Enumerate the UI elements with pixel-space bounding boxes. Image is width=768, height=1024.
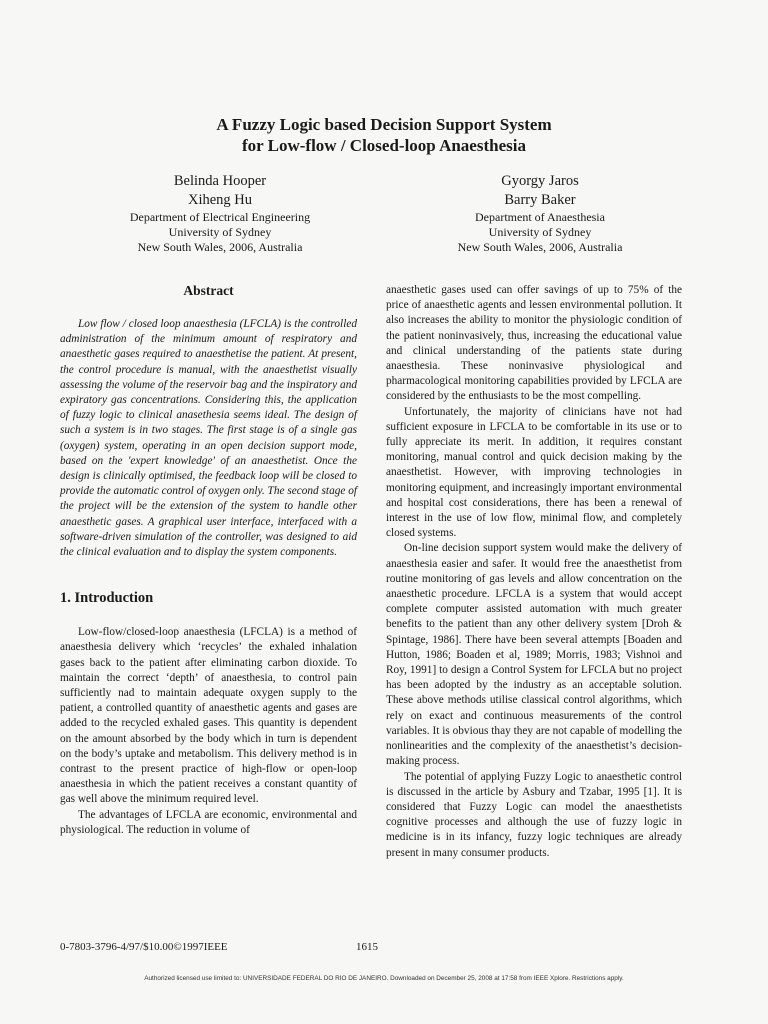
paper-title xyxy=(120,114,648,156)
body-paragraph: On-line decision support system would make the delivery of anaesthesia easier and safer. It would free the anaesthetist from routine monitoring of gas levels and allow concentration on the anaesthetic procedure. LFCLA is a system that would accept complete computer assisted automation with much greater benefits to the patient than any other delivery system [Droh & Spintage, 1986]. There have been several attempts [Boaden and Hutton, 1986; Boaden et al, 1989; Morris, 1983; Vishnoi and Roy, 1991] to design a Control System for LFCLA but no project has been adopted by the industry as an acceptable solution. These above methods utilise classical control algorithms, which rely on exact and continuous measurements of the control variables. It is obvious thay they are not capable of modelling the nonlinearities and the complexity of the anaesthetist’s decision-making process. xyxy=(386,542,682,768)
author-name: Belinda Hooper xyxy=(173,173,267,189)
abstract-text: Low flow / closed loop anaesthesia (LFCLA) is the controlled administration of the minimum amount of respiratory and anaesthetic gases required to anaesthetise the patient. At present, the control procedure is manual, with the anaesthetist visually assessing the volume of the reservoir bag and the inspiratory and expiratory gas concentrations. Considering this, the application of fuzzy logic to clinical anasethesia seems ideal. The design of such a system is in two stages. The first stage is of a single gas (oxygen) system, operating in an open decision support mode, based on the 'expert knowledge' of an anaesthetist. Once the design is clinically optimised, the feedback loop will be closed to provide the automatic control of oxygen only. The second stage of the project will be the extension of the system to handle other anaesthetic gases. A graphical user interface, interfaced with a software-driven simulation of the controller, was designed to aid the clinical evaluation and to display the system components. xyxy=(60,318,357,559)
author-department: Department of Electrical Engineering xyxy=(129,210,311,224)
abstract-heading: Abstract xyxy=(183,283,234,298)
body-paragraph: The potential of applying Fuzzy Logic to anaesthetic control is discussed in the article by Asbury and Tzabar, 1995 [1]. It is considered that Fuzzy Logic can model the anaesthetists cognitive processes and although the use of fuzzy logic in medicine is in its infancy, fuzzy logic techniques are already present in many consumer products. xyxy=(386,770,682,859)
author-name: Gyorgy Jaros xyxy=(501,173,579,189)
author-name: Xiheng Hu xyxy=(187,192,253,208)
left-column xyxy=(60,282,357,838)
intro-heading: 1. Introduction xyxy=(60,590,154,607)
intro-paragraph: The advantages of LFCLA are economic, environmental and physiological. The reduction in volume of xyxy=(60,808,357,836)
page-number: 1615 xyxy=(356,941,378,953)
author-university: University of Sydney xyxy=(168,225,272,239)
footer-copyright-code: 0-7803-3796-4/97/$10.00©1997IEEE xyxy=(60,941,228,953)
title-line-1: A Fuzzy Logic based Decision Support System xyxy=(216,115,552,134)
author-department: Department of Anaesthesia xyxy=(475,210,605,224)
author-name: Barry Baker xyxy=(504,192,576,208)
author-address: New South Wales, 2006, Australia xyxy=(457,240,623,254)
right-column xyxy=(386,283,682,861)
author-university: University of Sydney xyxy=(488,225,592,239)
author-block-right xyxy=(420,172,660,255)
body-paragraph: Unfortunately, the majority of clinicians have not had sufficient exposure in LFCLA to be comfortable in its use or to fully appreciate its merit. In addition, it requires constant monitoring, manual control and quick decision making by the anaesthetist. However, with improving technologies in monitoring equipment, and increasingly important environmental and hospital cost considerations, there has been a renewal of interest in the use of low flow, minimal flow, and completely closed systems. xyxy=(386,405,682,540)
title-line-2: for Low-flow / Closed-loop Anaesthesia xyxy=(242,136,526,155)
license-notice: Authorized licensed use limited to: UNIVERSIDADE FEDERAL DO RIO DE JANEIRO. Downloaded on December 25, 2008 at 17:58 from IEEE Xplore. Restrictions apply. xyxy=(144,975,624,982)
author-address: New South Wales, 2006, Australia xyxy=(137,240,303,254)
author-block-left xyxy=(100,172,340,255)
body-paragraph: anaesthetic gases used can offer savings of up to 75% of the price of anaesthetic agents and lessen environmental pollution. It also increases the ability to monitor the physiologic condition of the patient noninvasively, thus, increasing the educational value and clinical understanding of the patients state during anaesthesia. These noninvasive physiological and pharmacological monitoring capabilities provided by LFCLA are considered by the enthusiasts to be the most compelling. xyxy=(386,284,682,403)
intro-paragraph: Low-flow/closed-loop anaesthesia (LFCLA) is a method of anaesthesia delivery which ‘recycles’ the exhaled inhalation gases back to the patient after eliminating carbon dioxide. To maintain the correct ‘depth’ of anaesthesia, to control pain sufficiently nad to maintain adequate oxygen supply to the patient, a controlled quantity of anaesthetic agents and gases are added to the recycled exhaled gases. This quantity is dependent on the amount absorbed by the body which in turn is dependent on the body’s uptake and metabolism. This delivery method is in contrast to the present practice of high-flow or open-loop anaesthesia in which the patient receives a constant quantity of gas well above the minimum required level. xyxy=(60,626,357,806)
